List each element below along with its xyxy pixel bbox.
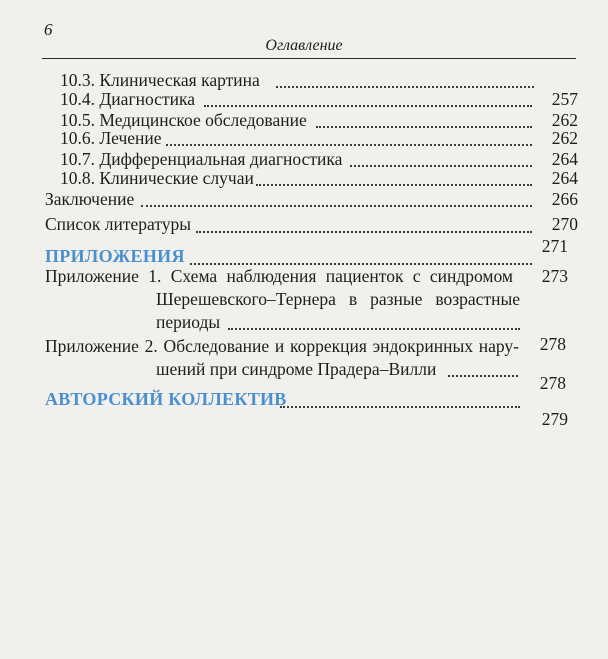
toc-entry-title-line: шений при синдроме Прадера–Вилли <box>156 359 437 379</box>
toc-page-number: 278 <box>539 334 566 354</box>
toc-page-number: 271 <box>541 236 568 256</box>
toc-entry-title: Заключение <box>45 189 135 209</box>
toc-leader-dots <box>190 253 532 265</box>
toc-page-number: 262 <box>551 128 578 148</box>
toc-entry-title: 10.3. Клиническая картина <box>60 70 260 90</box>
toc-entry-title-line: Шерешевского–Тернера в разные возрастные <box>156 289 520 309</box>
toc-entry-title-line: периоды <box>156 312 221 332</box>
toc-page-number: 264 <box>551 168 578 188</box>
toc-leader-dots <box>256 174 532 186</box>
toc-leader-dots <box>196 221 532 233</box>
toc-leader-dots <box>204 95 532 107</box>
toc-leader-dots <box>166 134 532 146</box>
toc-page-number: 266 <box>551 189 578 209</box>
toc-page-number: 270 <box>551 214 578 234</box>
toc-page-number: 264 <box>551 149 578 169</box>
toc-section-heading: ПРИЛОЖЕНИЯ <box>45 246 185 266</box>
toc-entry-title: 10.7. Дифференциальная диагностика <box>60 149 343 169</box>
toc-leader-dots <box>316 116 532 128</box>
toc-entry-title: 10.4. Диагностика <box>60 89 195 109</box>
toc-entry-title-line: Приложение 2. Обследование и коррекция эндокринных нару- <box>45 336 519 356</box>
toc-page-number: 273 <box>541 266 568 286</box>
toc-page-number: 262 <box>551 110 578 130</box>
toc-section-heading: АВТОРСКИЙ КОЛЛЕКТИВ <box>45 389 287 409</box>
toc-entry-title-line: Приложение 1. Схема наблюдения пациенток с синдромом <box>45 266 513 286</box>
toc-entry-title: 10.8. Клинические случаи <box>60 168 254 188</box>
toc-page-number: 279 <box>541 409 568 429</box>
running-title: Оглавление <box>265 37 343 54</box>
toc-leader-dots <box>228 318 520 330</box>
toc-entry-title: 10.5. Медицинское обследование <box>60 110 307 130</box>
toc-leader-dots <box>448 365 518 377</box>
toc-page-number: 278 <box>539 373 566 393</box>
toc-entry-title: Список литературы <box>45 214 192 234</box>
toc-leader-dots <box>276 76 534 88</box>
toc-entry-title: 10.6. Лечение <box>60 128 162 148</box>
header-rule <box>42 58 576 59</box>
toc-page-number: 257 <box>551 89 578 109</box>
toc-leader-dots <box>141 195 532 207</box>
toc-leader-dots <box>350 155 532 167</box>
page-number: 6 <box>44 20 53 39</box>
toc-leader-dots <box>280 396 520 408</box>
